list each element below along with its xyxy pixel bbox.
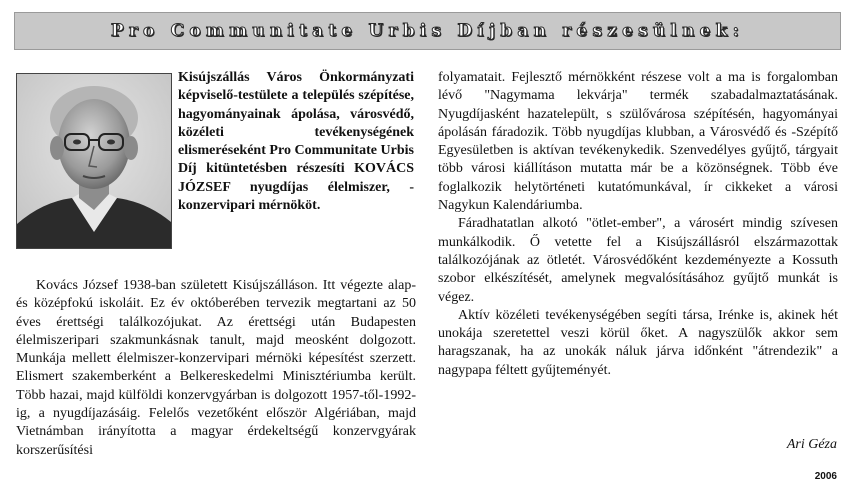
article-paragraph: folyamatait. Fejlesztő mérnökként részese volt a ma is forgalomban lévő "Nagymama lekvárja" termék szabadalmaztatásának. Nyugdíjasként hazatelepült, s szülővárosa szépítésén, hagyományai ápolásán fáradozik. Több nyugdíjas klubban, a Városvédő és -Szépítő Egyesületben is aktívan tevékenykedik. Szenvedélyes gyűjtő, tárgyait több városi kiállításon mutatta már be a közönségnek. Több éve foglalkozik helytörténeti kutatómunkával, ír cikkeket a városi Nagykun Kalendáriumba.	[438, 70, 838, 214]
year-label: 2006	[814, 471, 837, 482]
award-lead-text: Kisújszállás Város Önkormányzati képviselő-testülete a település szépítése, hagyományainak ápolása, városvédő, közéleti tevékenységének elismeréseként Pro Communitate Urbis Díj kitüntetésben részesíti KOVÁCS JÓZSEF nyugdíjas élelmiszer, -konzervipari mérnököt.	[178, 70, 414, 214]
article-paragraph: Aktív közéleti tevékenységében segíti társa, Irénke is, akinek hét unokája szeretettel veszi körül őket. A nagyszülők akkor sem haragszanak, ha az unokák náluk járva időnként "átrendezik" a nagypapa féltett gyűjteményét.	[438, 307, 838, 378]
title-banner	[14, 12, 841, 50]
article-right-column	[438, 69, 838, 380]
portrait-icon	[17, 74, 171, 248]
author-signature: Ari Géza	[786, 437, 837, 452]
banner-title: Pro Communitate Urbis Díjban részesülnek:	[110, 21, 745, 41]
portrait-photo	[16, 73, 172, 249]
article-paragraph: Fáradhatatlan alkotó "ötlet-ember", a városért mindig szívesen munkálkodik. Ő vetette fel a Kisújszállásról elszármazottak találkozójának az ötletét. Városvédőként kezdeményezte a Kossuth szobor elkészítését, amelynek megvalósításához gyűjtő munkát is végez.	[438, 216, 838, 305]
article-paragraph: Kovács József 1938-ban született Kisújszálláson. Itt végezte alap-és középfokú iskoláit. Ez év októberében tervezik megtartani az 50 éves érettségi találkozójukat. Az érettségi után Budapesten élelmiszeripari szakmunkásnak tanult, majd meosként dolgozott. Munkája mellett élelmiszer-konzervipari mérnöki képesítést szerzett. Elismert szakemberként a Belkereskedelmi Minisztériumba került. Több hazai, majd külföldi konzervgyárban is dolgozott 1957-től-1992-ig, a nyugdíjazásáig. Felelős vezetőként először Algériában, majd Vietnámban irányította a magyar érdekeltségű konzervgyárak korszerűsítési	[16, 278, 416, 458]
article-left-column	[16, 277, 416, 460]
